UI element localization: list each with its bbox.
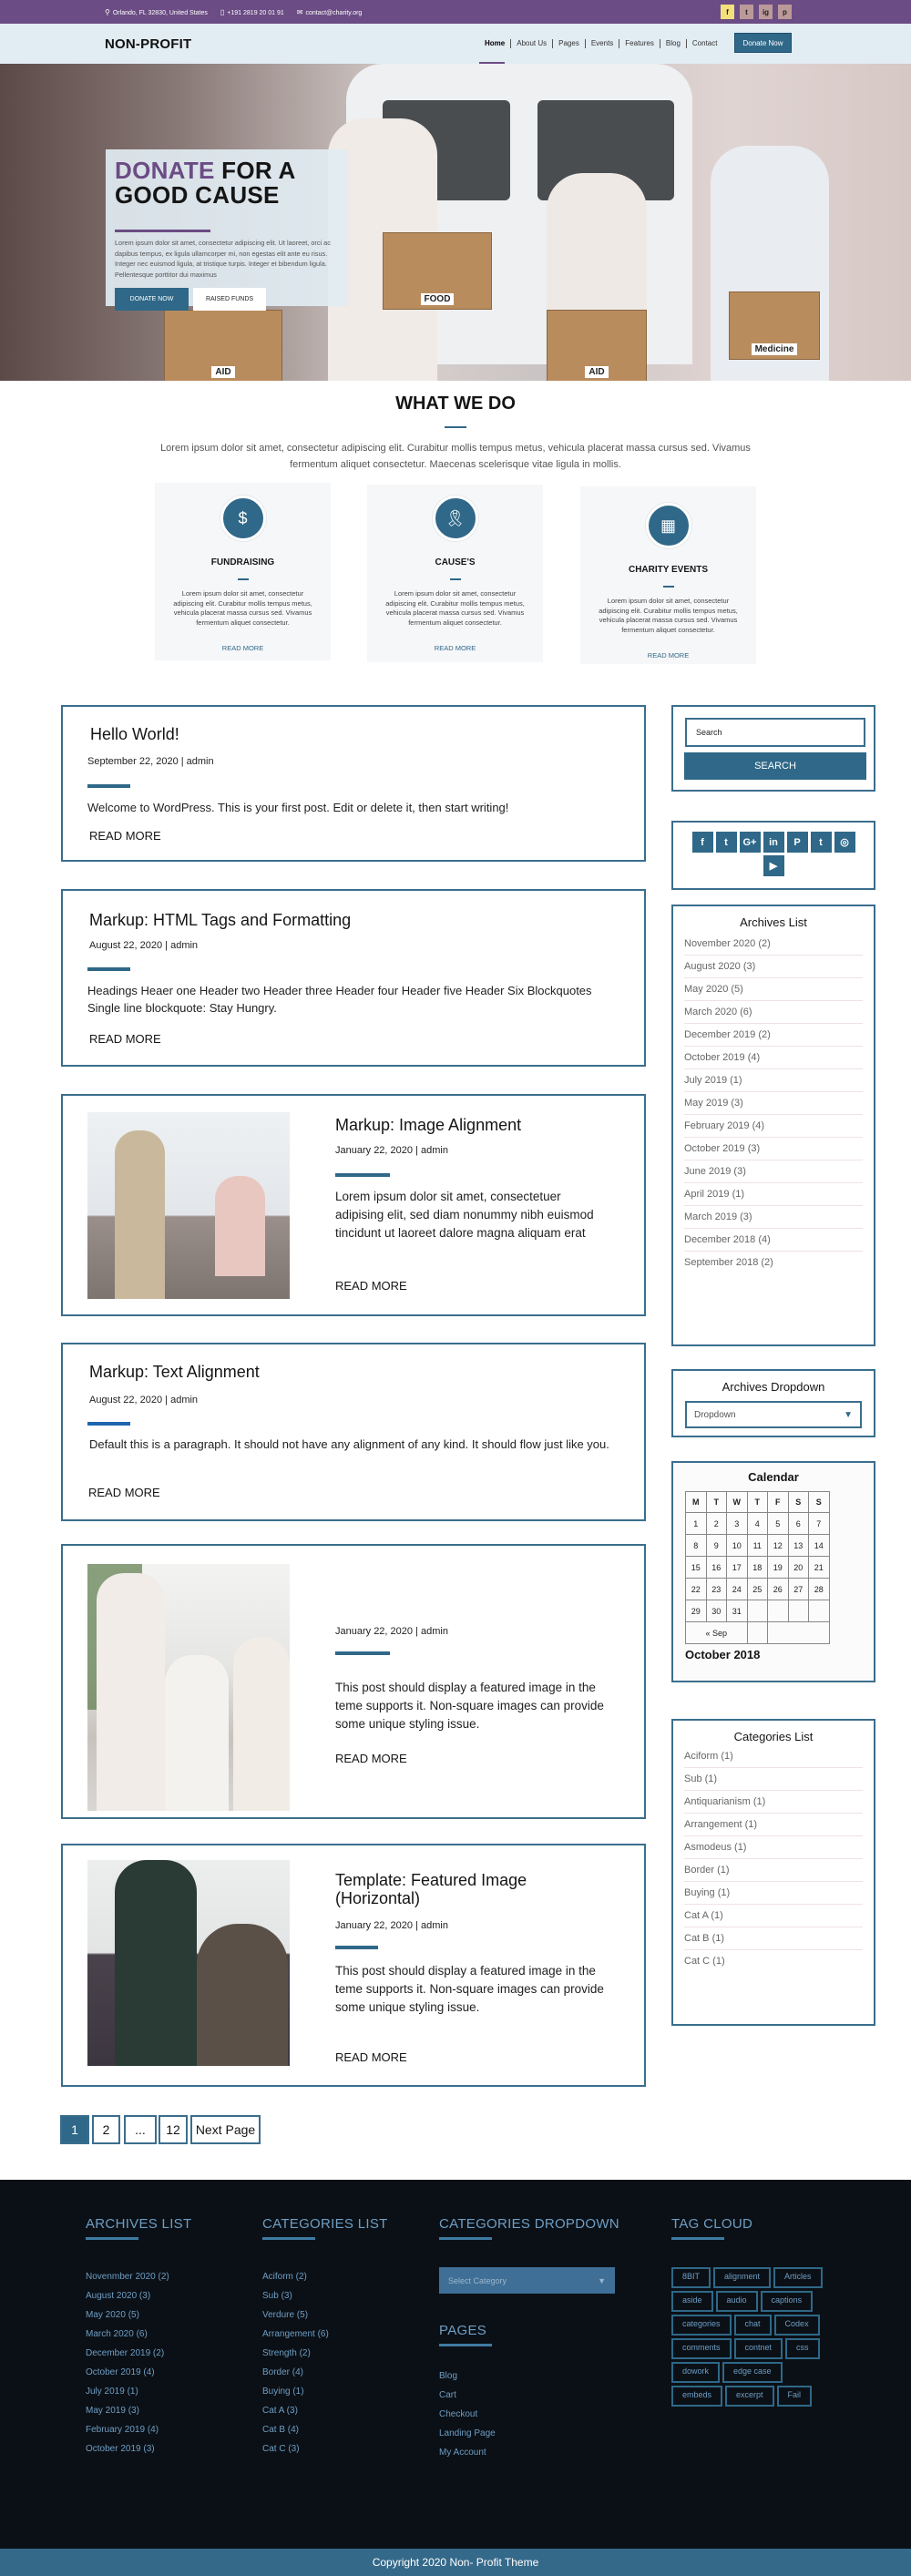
footer-heading-bar: [671, 2237, 724, 2240]
read-more-link[interactable]: READ MORE: [88, 1486, 160, 1499]
post-divider: [335, 1173, 390, 1177]
footer-archives: [86, 2216, 191, 2458]
tag-link[interactable]: edge case: [722, 2362, 783, 2383]
footer-page-link[interactable]: Landing Page: [439, 2428, 496, 2438]
footer-page-link[interactable]: Blog: [439, 2371, 458, 2381]
site-logo[interactable]: NON-PROFIT: [105, 36, 192, 52]
read-more-link[interactable]: READ MORE: [335, 1752, 407, 1765]
footer-tag-cloud: [671, 2216, 826, 2407]
medicine-box: Medicine: [729, 291, 820, 360]
phone-icon: ▯: [220, 8, 225, 16]
archive-item[interactable]: May 2019 (3): [684, 1092, 863, 1115]
address-text: Orlando, FL 32830, United States: [112, 10, 208, 16]
tag-link[interactable]: audio: [716, 2291, 758, 2312]
archive-item[interactable]: March 2019 (3): [684, 1206, 863, 1229]
post-card: [61, 1094, 646, 1316]
service-divider: [450, 578, 461, 580]
post-divider: [87, 967, 130, 971]
archives-dropdown-widget: [671, 1369, 875, 1437]
tag-link[interactable]: captions: [761, 2291, 814, 2312]
category-item[interactable]: Aciform (1): [684, 1745, 863, 1768]
post-meta: August 22, 2020 | admin: [89, 1395, 199, 1406]
tag-link[interactable]: css: [785, 2338, 820, 2359]
footer-archive-link[interactable]: February 2019 (4): [86, 2425, 159, 2435]
hero-banner: [0, 64, 911, 381]
page-2-button[interactable]: 2: [92, 2115, 120, 2144]
nav-events[interactable]: Events: [585, 39, 619, 48]
footer-heading-bar: [262, 2237, 315, 2240]
linkedin-icon[interactable]: in: [763, 832, 784, 853]
category-item[interactable]: Cat C (1): [684, 1956, 725, 1967]
archive-item[interactable]: December 2019 (2): [684, 1024, 863, 1047]
hero-divider: [115, 230, 210, 232]
categories-list-widget: [671, 1719, 875, 2026]
archive-item[interactable]: July 2019 (1): [684, 1069, 863, 1092]
tumblr-icon[interactable]: t: [811, 832, 832, 853]
social-widget: [671, 821, 875, 890]
footer-page-link[interactable]: Checkout: [439, 2409, 478, 2419]
post-meta: January 22, 2020 | admin: [335, 1920, 448, 1931]
main-menu: [479, 39, 722, 48]
footer-category-link[interactable]: Cat C (3): [262, 2444, 300, 2454]
archive-item[interactable]: February 2019 (4): [684, 1115, 863, 1138]
category-item[interactable]: Border (1): [684, 1859, 863, 1882]
post-divider: [335, 1651, 390, 1655]
footer-category-link[interactable]: Cat B (4): [262, 2425, 300, 2435]
nav-home[interactable]: Home: [485, 39, 506, 47]
read-more-link[interactable]: READ MORE: [335, 1279, 407, 1293]
service-text: Lorem ipsum dolor sit amet, consectetur adipiscing elit. Curabitur mollis tempus metus, vehicula placerat massa cursus sed. Vivamus fermentum aliquet consectetur.: [173, 589, 312, 627]
archive-item[interactable]: December 2018 (4): [684, 1229, 863, 1252]
footer-archive-link[interactable]: October 2019 (4): [86, 2367, 155, 2377]
category-item[interactable]: Antiquarianism (1): [684, 1791, 863, 1814]
category-item[interactable]: Cat A (1): [684, 1905, 863, 1927]
twitter-icon[interactable]: t: [740, 5, 753, 19]
nav-features[interactable]: Features: [619, 39, 660, 48]
post-excerpt: Headings Heaer one Header two Header three Header four Header five Header Six Blockquotes Single line blockquote: Stay Hungry.: [87, 984, 592, 1015]
select-value: Select Category: [448, 2275, 507, 2285]
archive-item[interactable]: October 2019 (4): [684, 1047, 863, 1069]
post-card: [61, 1343, 646, 1521]
calendar-table: M T W T F S S 1 2 3 4 5 6 7 8 9 10 11 12 13 14 15 16 17 18 19 20 21 22 23 24 25 26 27 28 29 30 31 « Sep: [685, 1491, 830, 1644]
email-text[interactable]: contact@charity.org: [305, 10, 363, 16]
next-page-button[interactable]: Next Page: [190, 2115, 261, 2144]
aid-box: AID: [164, 310, 282, 381]
footer-archive-link[interactable]: August 2020 (3): [86, 2291, 151, 2301]
footer-heading: CATEGORIES LIST: [262, 2216, 388, 2232]
facebook-icon[interactable]: f: [721, 5, 734, 19]
donate-now-nav-button[interactable]: Donate Now: [734, 33, 792, 53]
post-title[interactable]: Template: Featured Image (Horizontal): [335, 1871, 527, 1907]
food-box: FOOD: [383, 232, 492, 310]
tag-link[interactable]: chat: [734, 2315, 772, 2336]
mail-icon: ✉: [296, 8, 303, 16]
copyright-bar: Copyright 2020 Non- Profit Theme: [0, 2549, 911, 2576]
footer-category-link[interactable]: Cat A (3): [262, 2406, 298, 2416]
archive-item[interactable]: October 2019 (3): [684, 1138, 863, 1160]
child-figure: [165, 1655, 229, 1811]
pinterest-icon[interactable]: p: [778, 5, 792, 19]
tag-link[interactable]: Fail: [777, 2386, 813, 2407]
footer-category-link[interactable]: Border (4): [262, 2367, 304, 2377]
phone-text: +191 2819 20 01 91: [227, 10, 284, 16]
post-featured-image[interactable]: [87, 1564, 290, 1811]
footer-heading: ARCHIVES LIST: [86, 2216, 192, 2232]
tag-link[interactable]: comments: [671, 2338, 732, 2359]
footer-category-link[interactable]: Sub (3): [262, 2291, 292, 2301]
section-divider: [445, 426, 466, 428]
page-12-button[interactable]: 12: [159, 2115, 188, 2144]
category-item[interactable]: Sub (1): [684, 1768, 863, 1791]
widget-title: Calendar: [748, 1470, 799, 1484]
site-footer: [0, 2180, 911, 2549]
read-more-link[interactable]: READ MORE: [89, 1032, 161, 1046]
footer-heading-bar: [439, 2344, 492, 2346]
service-text: Lorem ipsum dolor sit amet, consectetur adipiscing elit. Curabitur mollis tempus metus, vehicula placerat massa cursus sed. Vivamus fermentum aliquet consectetur.: [385, 589, 525, 627]
footer-heading: PAGES: [439, 2323, 487, 2338]
footer-archive-link[interactable]: May 2019 (3): [86, 2406, 139, 2416]
archives-list-widget: [671, 905, 875, 1346]
read-more-link[interactable]: READ MORE: [335, 2050, 407, 2064]
service-text: Lorem ipsum dolor sit amet, consectetur adipiscing elit. Curabitur mollis tempus metus, vehicula placerat massa cursus sed. Vivamus fermentum aliquet consectetur.: [599, 597, 738, 634]
person-figure: [115, 1860, 197, 2066]
post-meta: August 22, 2020 | admin: [89, 940, 199, 951]
post-title[interactable]: Markup: Image Alignment: [335, 1116, 522, 1134]
post-excerpt: Lorem ipsum dolor sit amet, consectetuer adipising elit, sed diam nonummy nibh euismod tincidunt ut laoreet dalore magna aliquam erat: [335, 1190, 594, 1240]
aid-box: AID: [547, 310, 647, 381]
person-figure: [115, 1130, 165, 1299]
footer-category-link[interactable]: Aciform (2): [262, 2272, 307, 2282]
footer-page-link[interactable]: My Account: [439, 2448, 486, 2458]
twitter-icon[interactable]: t: [716, 832, 737, 853]
person-figure: [197, 1924, 288, 2066]
section-title: WHAT WE DO: [395, 394, 516, 414]
search-input[interactable]: Search: [685, 718, 865, 747]
tag-link[interactable]: alignment: [713, 2267, 771, 2288]
footer-category-link[interactable]: Verdure (5): [262, 2310, 309, 2320]
read-more-link[interactable]: READ MORE: [89, 829, 161, 843]
post-meta: January 22, 2020 | admin: [335, 1145, 448, 1156]
service-title: CHARITY EVENTS: [628, 565, 709, 575]
pinterest-icon[interactable]: P: [787, 832, 808, 853]
search-button[interactable]: SEARCH: [684, 752, 866, 780]
footer-category-link[interactable]: Strength (2): [262, 2348, 311, 2358]
service-card-causes: [367, 485, 543, 662]
footer-heading: TAG CLOUD: [671, 2216, 753, 2232]
footer-archive-link[interactable]: Novenmber 2020 (2): [86, 2272, 169, 2282]
archives-dropdown[interactable]: [685, 1401, 862, 1428]
footer-page-link[interactable]: Cart: [439, 2390, 456, 2400]
post-card: [61, 705, 646, 862]
archive-item[interactable]: September 2018 (2): [684, 1257, 773, 1268]
footer-archive-link[interactable]: May 2020 (5): [86, 2310, 139, 2320]
post-meta: January 22, 2020 | admin: [335, 1626, 448, 1637]
chevron-down-icon: ▼: [844, 1409, 853, 1420]
archive-item[interactable]: November 2020 (2): [684, 933, 863, 956]
footer-category-link[interactable]: Arrangement (6): [262, 2329, 329, 2339]
search-widget: [671, 705, 875, 792]
nav-blog[interactable]: Blog: [660, 39, 686, 48]
category-select[interactable]: [439, 2267, 615, 2294]
person-figure: [215, 1176, 265, 1276]
post-card: [61, 889, 646, 1067]
google-plus-icon[interactable]: G+: [740, 832, 761, 853]
dropdown-value: Dropdown: [694, 1409, 736, 1420]
widget-title: Archives Dropdown: [722, 1380, 825, 1394]
post-featured-image[interactable]: [87, 1860, 290, 2066]
service-divider: [238, 578, 249, 580]
instagram-icon[interactable]: ig: [759, 5, 773, 19]
nav-pages[interactable]: Pages: [552, 39, 585, 48]
category-item[interactable]: Asmodeus (1): [684, 1836, 863, 1859]
service-card-fundraising: [155, 483, 331, 660]
phone: [220, 8, 284, 16]
tag-link[interactable]: Articles: [773, 2267, 823, 2288]
nav-about-us[interactable]: About Us: [510, 39, 552, 48]
service-divider: [663, 586, 674, 588]
footer-archive-link[interactable]: October 2019 (3): [86, 2444, 155, 2454]
archive-item[interactable]: March 2020 (6): [684, 1001, 863, 1024]
tag-link[interactable]: excerpt: [725, 2386, 774, 2407]
footer-heading-bar: [86, 2237, 138, 2240]
page-1-button[interactable]: 1: [60, 2115, 89, 2144]
facebook-icon[interactable]: f: [692, 832, 713, 853]
post-excerpt: This post should display a featured image in the teme supports it. Non-square images can provide some unique styling issue.: [335, 1681, 604, 1731]
address: [105, 8, 208, 16]
post-excerpt: Welcome to WordPress. This is your first post. Edit or delete it, then start writing!: [87, 801, 509, 814]
widget-title: Categories List: [733, 1730, 814, 1743]
hero-card: [106, 149, 348, 306]
youtube-icon[interactable]: ▶: [763, 855, 784, 876]
calendar-widget: [671, 1461, 875, 1682]
post-divider: [335, 1946, 378, 1949]
chevron-down-icon: ▼: [598, 2275, 606, 2285]
widget-title: Archives List: [740, 915, 807, 929]
tag-link[interactable]: dowork: [671, 2362, 720, 2383]
service-read-more[interactable]: READ MORE: [434, 644, 476, 652]
donate-now-button[interactable]: DONATE NOW: [115, 288, 189, 311]
footer-categories: [262, 2216, 388, 2458]
post-title[interactable]: Markup: HTML Tags and Formatting: [89, 911, 352, 929]
nav-contact[interactable]: Contact: [686, 39, 723, 48]
ribbon-icon: 🎗: [433, 496, 478, 541]
post-featured-image[interactable]: [87, 1112, 290, 1299]
footer-heading: CATEGORIES DROPDOWN: [439, 2216, 619, 2232]
archive-item[interactable]: May 2020 (5): [684, 978, 863, 1001]
page-ellipsis: ...: [124, 2115, 157, 2144]
raised-funds-button[interactable]: RAISED FUNDS: [193, 288, 266, 311]
tag-link[interactable]: aside: [671, 2291, 713, 2312]
footer-archive-link[interactable]: December 2019 (2): [86, 2348, 165, 2358]
top-social-links: [721, 5, 792, 19]
calendar-prev-link[interactable]: « Sep: [686, 1622, 748, 1644]
person-figure: [233, 1637, 290, 1811]
post-meta: September 22, 2020 | admin: [87, 756, 214, 767]
donation-hand-icon: $: [220, 496, 266, 541]
calendar-caption: October 2018: [685, 1648, 761, 1661]
post-card: [61, 1544, 646, 1819]
footer-categories-dropdown: [439, 2216, 619, 2462]
footer-heading-bar: [439, 2237, 492, 2240]
footer-archive-link[interactable]: July 2019 (1): [86, 2387, 138, 2397]
post-divider: [87, 784, 130, 788]
archive-item[interactable]: August 2020 (3): [684, 956, 863, 978]
top-bar: [0, 0, 911, 24]
calendar-icon: ▦: [646, 503, 691, 548]
service-read-more[interactable]: READ MORE: [221, 644, 264, 652]
archive-item[interactable]: June 2019 (3): [684, 1160, 863, 1183]
tag-link[interactable]: categories: [671, 2315, 732, 2336]
service-title: FUNDRAISING: [210, 557, 275, 567]
service-card-charity-events: [580, 486, 756, 664]
post-divider: [87, 1422, 130, 1426]
tag-link[interactable]: embeds: [671, 2386, 722, 2407]
archive-item[interactable]: April 2019 (1): [684, 1183, 863, 1206]
email: [297, 8, 363, 16]
tag-link[interactable]: 8BIT: [671, 2267, 711, 2288]
hero-title: DONATE FOR A GOOD CAUSE: [115, 157, 295, 209]
post-excerpt: This post should display a featured image in the teme supports it. Non-square images can provide some unique styling issue.: [335, 1964, 604, 2014]
post-title[interactable]: Hello World!: [90, 725, 179, 743]
service-read-more[interactable]: READ MORE: [647, 651, 690, 659]
main-header: [0, 24, 911, 64]
tag-link[interactable]: contnet: [734, 2338, 783, 2359]
hero-text: Lorem ipsum dolor sit amet, consectetur adipiscing elit. Ut laoreet, orci ac dapibus tempus, ex ligula ullamcorper mi, non egestas elit ante eu risus. Integer nec euismod ligula, at tristique turpis. Integer et bibendum ligula. Pellentesque porttitor dui maximus: [115, 239, 331, 279]
footer-category-link[interactable]: Buying (1): [262, 2387, 304, 2397]
category-item[interactable]: Cat B (1): [684, 1927, 863, 1950]
category-item[interactable]: Arrangement (1): [684, 1814, 863, 1836]
person-figure: [97, 1573, 165, 1811]
post-excerpt: Default this is a paragraph. It should not have any alignment of any kind. It should flow just like you.: [89, 1437, 609, 1451]
post-title[interactable]: Markup: Text Alignment: [89, 1363, 260, 1381]
post-card: [61, 1844, 646, 2087]
footer-archive-link[interactable]: March 2020 (6): [86, 2329, 148, 2339]
category-item[interactable]: Buying (1): [684, 1882, 863, 1905]
service-title: CAUSE'S: [435, 557, 476, 567]
instagram-icon[interactable]: ◎: [834, 832, 855, 853]
tag-link[interactable]: Codex: [774, 2315, 820, 2336]
section-description: Lorem ipsum dolor sit amet, consectetur adipiscing elit. Curabitur mollis tempus metus, vehicula placerat massa cursus sed. Vivamus fermentum aliquet consectetur. Maecenas scelerisque vitae ligula in mollis.: [160, 443, 751, 470]
location-pin-icon: ⚲: [105, 8, 110, 16]
